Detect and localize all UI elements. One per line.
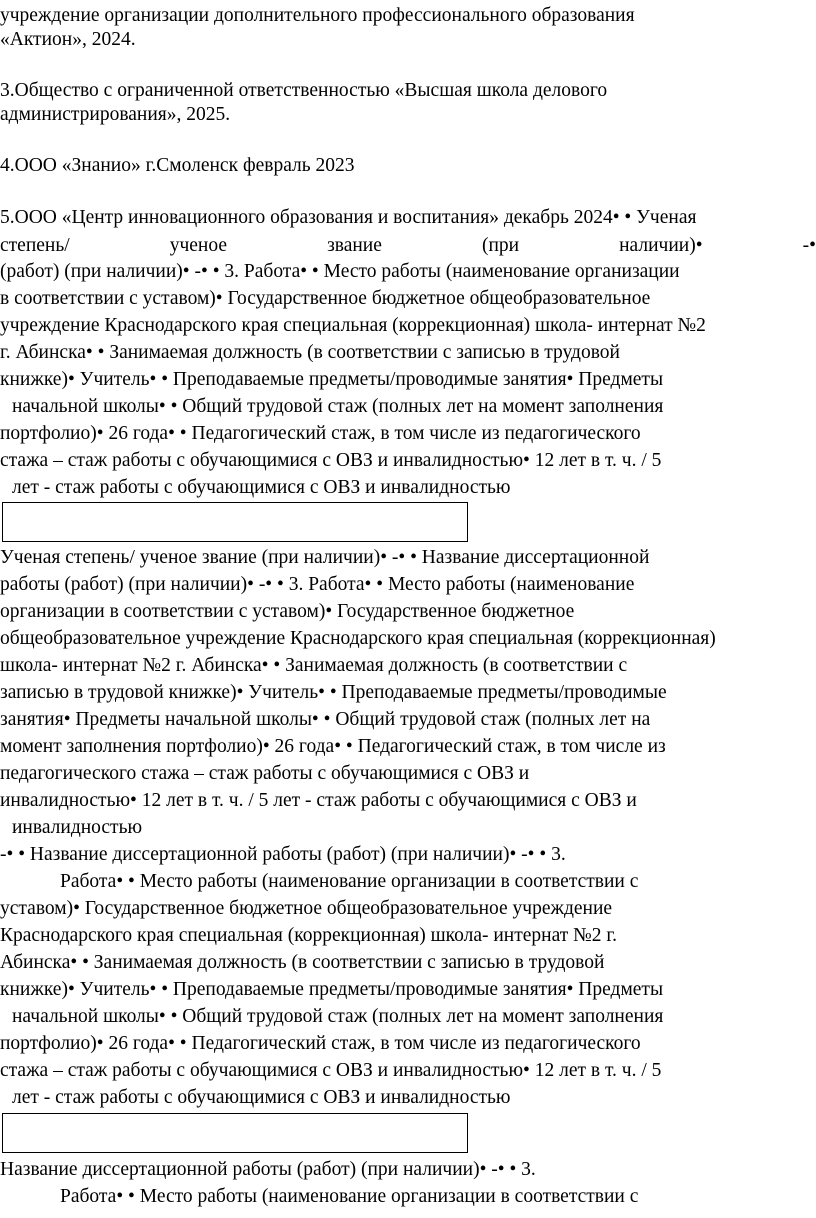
text-line: книжке)• Учитель• • Преподаваемые предметы/проводимые занятия• Предметы [0,369,664,390]
text-line: момент заполнения портфолио)• 26 года• • Педагогический стаж, в том числе из [0,736,666,757]
text-line: -• • Название диссертационной работы (работ) (при наличии)• -• • 3. [0,844,566,865]
text-line: г. Абинска• • Занимаемая должность (в соответствии с записью в трудовой [0,342,620,363]
text-line: инвалидностью• 12 лет в т. ч. / 5 лет - стаж работы с обучающимися с ОВЗ и [0,790,637,811]
text-line: портфолио)• 26 года• • Педагогический стаж, в том числе из педагогического [0,423,641,444]
text-line: 4.ООО «Знанио» г.Смоленск февраль 2023 [0,155,355,176]
text-line: стажа – стаж работы с обучающимися с ОВЗ и инвалидностью• 12 лет в т. ч. / 5 [0,450,662,471]
text-line: педагогического стажа – стаж работы с обучающимися с ОВЗ и [0,763,530,784]
text-line: Работа• • Место работы (наименование организации в соответствии с [60,871,639,892]
text-line: книжке)• Учитель• • Преподаваемые предметы/проводимые занятия• Предметы [0,979,664,1000]
empty-frame [2,502,468,542]
word: степень/ [0,235,70,256]
word: ученое [169,235,228,256]
text-line: в соответствии с уставом)• Государственное бюджетное общеобразовательное [0,288,651,309]
text-line: инвалидностью [12,817,143,838]
text-line: начальной школы• • Общий трудовой стаж (полных лет на момент заполнения [12,396,664,417]
empty-frame [2,1113,468,1153]
text-line: Название диссертационной работы (работ) (при наличии)• -• • 3. [0,1159,536,1180]
text-line: работы (работ) (при наличии)• -• • 3. Работа• • Место работы (наименование [0,574,635,595]
text-line: Абинска• • Занимаемая должность (в соответствии с записью в трудовой [0,952,605,973]
word: (при [481,235,520,256]
text-line: Работа• • Место работы (наименование организации в соответствии с [60,1186,639,1207]
text-line: организации в соответствии с уставом)• Государственное бюджетное [0,601,575,622]
word: -• [802,235,816,256]
text-line: Ученая степень/ ученое звание (при наличии)• -• • Название диссертационной [0,547,650,568]
text-line: общеобразовательное учреждение Краснодарского края специальная (коррекционная) [0,628,716,649]
text-line: записью в трудовой книжке)• Учитель• • Преподаваемые предметы/проводимые [0,682,667,703]
text-line: занятия• Предметы начальной школы• • Общий трудовой стаж (полных лет на [0,709,651,730]
text-line: начальной школы• • Общий трудовой стаж (полных лет на момент заполнения [12,1006,664,1027]
text-line: (работ) (при наличии)• -• • 3. Работа• • Место работы (наименование организации [0,261,680,282]
text-line: лет - стаж работы с обучающимися с ОВЗ и инвалидностью [12,1087,511,1108]
text-line: лет - стаж работы с обучающимися с ОВЗ и инвалидностью [12,477,511,498]
text-line: 5.ООО «Центр инновационного образования и воспитания» декабрь 2024• • Ученая [0,207,697,228]
text-line: стажа – стаж работы с обучающимися с ОВЗ и инвалидностью• 12 лет в т. ч. / 5 [0,1060,662,1081]
text-line: «Актион», 2024. [0,29,136,50]
text-line: учреждение организации дополнительного профессионального образования [0,5,635,26]
word: наличии)• [619,235,703,256]
text-line: уставом)• Государственное бюджетное общеобразовательное учреждение [0,898,613,919]
text-line: учреждение Краснодарского края специальная (коррекционная) школа- интернат №2 [0,315,706,336]
text-line: портфолио)• 26 года• • Педагогический стаж, в том числе из педагогического [0,1033,641,1054]
text-line: администрирования», 2025. [0,104,231,125]
text-line [0,234,816,258]
word: звание [327,235,382,256]
text-line: Краснодарского края специальная (коррекционная) школа- интернат №2 г. [0,925,618,946]
text-line: 3.Общество с ограниченной ответственностью «Высшая школа делового [0,80,608,101]
text-line: школа- интернат №2 г. Абинска• • Занимаемая должность (в соответствии с [0,655,628,676]
